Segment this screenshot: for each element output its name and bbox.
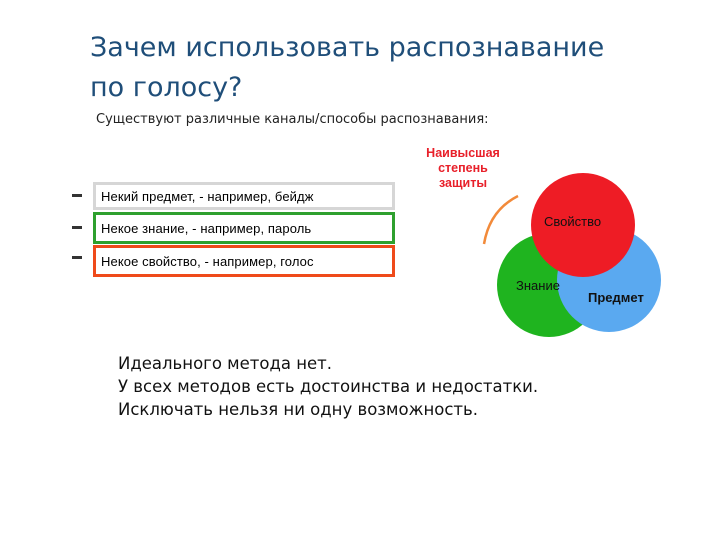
title-line-1: Зачем использовать распознавание bbox=[90, 32, 605, 63]
method-label: Некий предмет, - например, бейдж bbox=[101, 188, 314, 204]
conclusion-line: У всех методов есть достоинства и недостатки. bbox=[118, 377, 539, 396]
method-label: Некое свойство, - например, голос bbox=[101, 253, 314, 269]
title-line-2: по голосу? bbox=[90, 72, 243, 103]
conclusion-line: Идеального метода нет. bbox=[118, 354, 333, 373]
method-label: Некое знание, - например, пароль bbox=[101, 220, 312, 236]
note-line: Наивысшая bbox=[426, 146, 500, 160]
conclusion-text bbox=[118, 352, 538, 421]
connector-curve bbox=[484, 196, 518, 244]
subtitle: Существуют различные каналы/способы распознавания: bbox=[96, 112, 489, 127]
note-line: степень bbox=[438, 161, 488, 175]
label-object: Предмет bbox=[588, 290, 644, 305]
conclusion-line: Исключать нельзя ни одну возможность. bbox=[118, 400, 479, 419]
highest-protection-note bbox=[408, 146, 518, 191]
note-line: защиты bbox=[438, 176, 488, 190]
label-property: Свойство bbox=[544, 214, 602, 229]
label-knowledge: Знание bbox=[516, 278, 560, 293]
